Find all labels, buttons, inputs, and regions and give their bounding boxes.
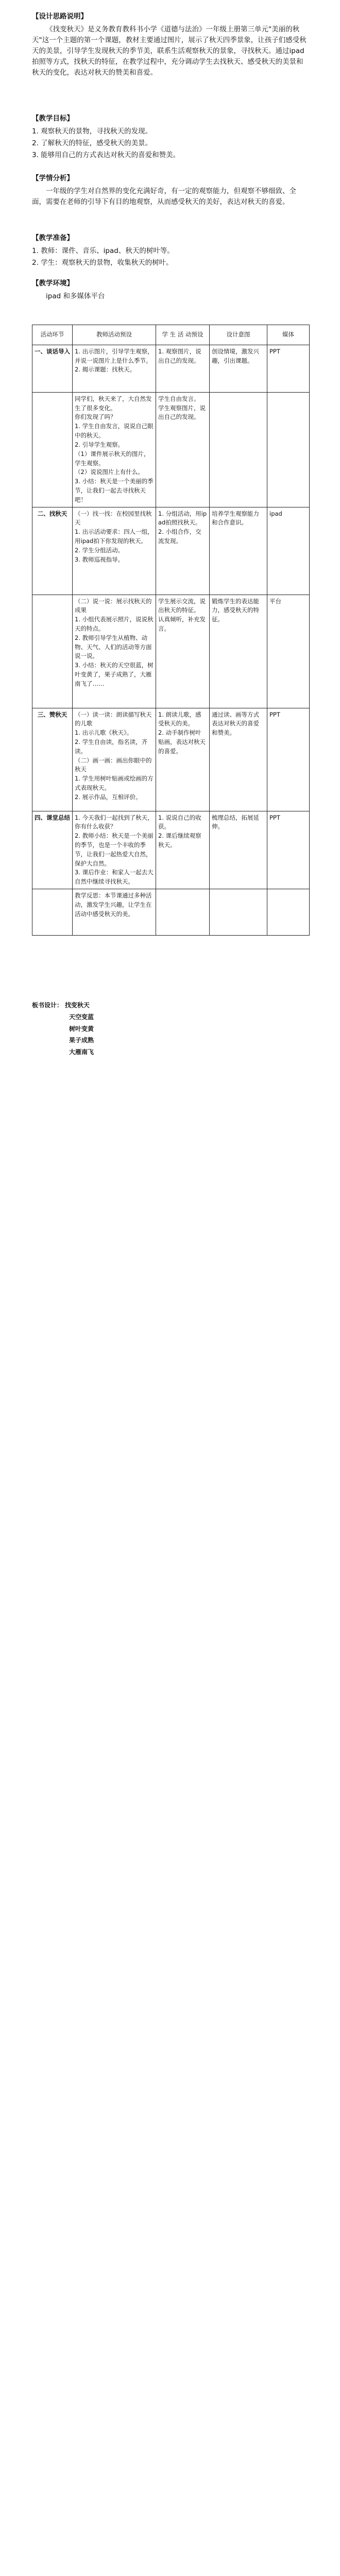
prep-section xyxy=(32,233,309,269)
student-cell xyxy=(156,507,210,595)
cell-line: 1. 出示图片，引导学生观察，并说一说图片上是什么季节。 xyxy=(75,347,154,364)
learners-paragraph: 一年级的学生对自然界的变化充满好奇，有一定的观察能力，但观察不够细致、全面，需要在老师的引导下有目的地观察，从而感受秋天的美好，表达对秋天的喜爱。 xyxy=(32,187,296,206)
board-item: 大雁南飞 xyxy=(69,1048,94,1056)
intent-cell xyxy=(210,392,267,507)
stage-cell xyxy=(32,595,73,708)
cell-line: （1）课件展示秋天的图片，学生观察。 xyxy=(75,450,150,467)
media-cell xyxy=(267,507,310,595)
cell-line: （一）找一找：在校园里找秋天 xyxy=(75,510,152,527)
board-item: 树叶变黄 xyxy=(69,1025,94,1032)
cell-line: 1. 学生用树叶贴画或绘画的方式表现秋天。 xyxy=(75,775,154,792)
teacher-cell xyxy=(73,345,156,392)
media-cell xyxy=(267,595,310,708)
cell-line: 2. 课后继续观察秋天。 xyxy=(158,832,201,849)
board-section xyxy=(32,999,309,1058)
cell-line: （一）读一读：朗读描写秋天的儿歌 xyxy=(75,710,152,727)
header-student: 学 生 活 动预设 xyxy=(156,325,210,345)
teacher-cell xyxy=(73,595,156,708)
student-cell xyxy=(156,595,210,708)
board-title: 找变秋天 xyxy=(64,1002,90,1009)
header-media: 媒体 xyxy=(267,325,310,345)
media-cell xyxy=(267,811,310,889)
cell-line: 3. 小结：秋天是一个美丽的季节，让我们一起去寻找秋天吧！ xyxy=(75,478,154,503)
cell-text: 平台 xyxy=(269,597,281,605)
cell-line: 2. 动手制作树叶贴画，表达对秋天的喜爱。 xyxy=(158,729,206,755)
table-row xyxy=(32,811,310,889)
cell-text: 培养学生观察能力和合作意识。 xyxy=(212,510,259,527)
prep-item: 1. 教师：课件、音乐、ipad、秋天的树叶等。 xyxy=(32,246,174,255)
cell-line: 1. 观察图片，说出自己的发现。 xyxy=(158,347,201,364)
cell-line: （2）说说图片上有什么。 xyxy=(75,468,144,476)
cell-line: 2. 引导学生观察。 xyxy=(75,440,124,448)
table-row xyxy=(32,507,310,595)
header-stage: 活动环节 xyxy=(32,325,73,345)
cell-line: （二）说一说：展示找秋天的成果 xyxy=(75,597,152,614)
cell-text: PPT xyxy=(269,347,280,355)
table-row xyxy=(32,392,310,507)
cell-text: PPT xyxy=(269,814,280,821)
table-row xyxy=(32,345,310,392)
cell-line: 学生展示交流，说出秋天的特征。 xyxy=(158,597,206,614)
media-cell xyxy=(267,889,310,936)
stage-cell xyxy=(32,811,73,889)
header-teacher: 教师活动预设 xyxy=(73,325,156,345)
student-cell xyxy=(156,811,210,889)
goal-item: 3. 能够用自己的方式表达对秋天的喜爱和赞美。 xyxy=(32,150,180,159)
intent-cell xyxy=(210,811,267,889)
cell-line: 3. 课后作业：和家人一起去大自然中继续寻找秋天。 xyxy=(75,869,154,886)
cell-line: 3. 小结：秋天的天空很蓝，树叶变黄了，果子成熟了，大雁南飞了…… xyxy=(75,662,154,687)
env-text: ipad 和多媒体平台 xyxy=(46,292,105,300)
table-row xyxy=(32,708,310,811)
goal-item: 2. 了解秋天的特征，感受秋天的美景。 xyxy=(32,139,152,147)
table-body xyxy=(32,345,310,935)
cell-line: 学生观察图片，说出自己的发现。 xyxy=(158,404,206,421)
stage-cell xyxy=(32,708,73,811)
intent-cell xyxy=(210,507,267,595)
cell-line: 教学反思：本节课通过多种活动，激发学生兴趣，让学生在活动中感受秋天的美。 xyxy=(75,892,152,918)
media-cell xyxy=(267,392,310,507)
cell-text: 三、赞秋天 xyxy=(37,710,67,718)
lesson-table xyxy=(32,325,310,936)
cell-text: 通过读、画等方式表达对秋天的喜爱和赞美。 xyxy=(212,710,259,737)
cell-line: 2. 学生分组活动。 xyxy=(75,546,124,554)
stage-cell xyxy=(32,392,73,507)
header-intent: 设计意图 xyxy=(210,325,267,345)
goals-heading: 【教学目标】 xyxy=(32,114,74,123)
intent-cell xyxy=(210,345,267,392)
teacher-cell xyxy=(73,889,156,936)
teacher-cell xyxy=(73,392,156,507)
cell-line: 2. 学生自由读，指名读，齐读。 xyxy=(75,738,148,755)
cell-text: 一、谈话导入 xyxy=(35,347,70,355)
design-section xyxy=(32,11,309,79)
goals-section xyxy=(32,113,309,162)
media-cell xyxy=(267,708,310,811)
media-cell xyxy=(267,345,310,392)
learners-heading: 【学情分析】 xyxy=(32,174,74,182)
cell-text: PPT xyxy=(269,710,280,718)
board-item: 果子成熟 xyxy=(69,1037,94,1044)
cell-line: 1. 说说自己的收获。 xyxy=(158,814,201,831)
teacher-cell xyxy=(73,507,156,595)
cell-line: 2. 揭示课题：找秋天。 xyxy=(75,366,136,374)
cell-text: 二、找秋天 xyxy=(37,510,67,517)
table-row xyxy=(32,889,310,936)
student-cell xyxy=(156,345,210,392)
cell-line: 1. 朗读儿歌，感受秋天的美。 xyxy=(158,710,201,727)
prep-heading: 【教学准备】 xyxy=(32,234,74,242)
stage-cell xyxy=(32,345,73,392)
prep-item: 2. 学生：观察秋天的景物，收集秋天的树叶。 xyxy=(32,258,173,267)
design-heading: 【设计思路说明】 xyxy=(32,12,88,21)
board-label: 板书设计： xyxy=(32,1002,63,1009)
cell-line: 1. 出示儿歌《秋天》。 xyxy=(75,729,133,737)
cell-line: 1. 分组活动，用ipad拍照找秋天。 xyxy=(158,510,207,527)
cell-line: （二）画一画：画出你眼中的秋天 xyxy=(75,756,152,773)
learners-section xyxy=(32,173,309,209)
env-heading: 【教学环境】 xyxy=(32,279,74,287)
cell-line: 1. 小组代表展示照片，说说秋天的特点。 xyxy=(75,616,154,632)
student-cell xyxy=(156,392,210,507)
intent-cell xyxy=(210,889,267,936)
stage-cell xyxy=(32,507,73,595)
board-item: 天空变蓝 xyxy=(69,1013,94,1021)
cell-line: 1. 今天我们一起找到了秋天，你有什么收获？ xyxy=(75,814,154,831)
design-paragraph: 《找变秋天》是义务教育教科书小学《道德与法治》一年级上册第三单元"美丽的秋天"这一个主题的第一个课题，教材主要通过图片，展示了秋天四季景象，让孩子们感受秋天的美景，引导学生发现秋天的季节美，联系生活观察秋天的景象，寻找秋天。通过ipad拍照等方式，找秋天的特征，在教学过程中，充分调动学生去找秋天、感受秋天的美景和秋天的变化，表达对秋天的赞美和喜爱。 xyxy=(32,25,307,77)
table-header-row xyxy=(32,325,310,345)
cell-line: 2. 教师引导学生从植物、动物、天气、人们的活动等方面说一说。 xyxy=(75,634,152,660)
cell-text: ipad xyxy=(269,510,282,517)
student-cell xyxy=(156,708,210,811)
teacher-cell xyxy=(73,811,156,889)
cell-line: 认真倾听，补充发言。 xyxy=(158,616,206,632)
env-section xyxy=(32,278,309,303)
cell-line: 3. 教师巡视指导。 xyxy=(75,555,124,563)
table-row xyxy=(32,595,310,708)
cell-line: 2. 小组合作，交流发现。 xyxy=(158,528,201,545)
cell-text: 梳理总结，拓展延伸。 xyxy=(212,814,259,831)
cell-line: 1. 学生自由发言，说说自己眼中的秋天。 xyxy=(75,422,154,439)
cell-text: 锻炼学生的表达能力，感受秋天的特征。 xyxy=(212,597,259,623)
cell-text: 四、课堂总结 xyxy=(35,814,70,821)
cell-line: 学生自由发言。 xyxy=(158,395,200,402)
teacher-cell xyxy=(73,708,156,811)
cell-line: 同学们，秋天来了，大自然发生了很多变化。 xyxy=(75,395,152,412)
cell-line: 1. 出示活动要求：四人一组，用ipad拍下你发现的秋天。 xyxy=(75,528,154,545)
cell-text: 创设情境，激发兴趣，引出课题。 xyxy=(212,347,259,364)
cell-line: 你们发现了吗？ xyxy=(75,413,116,421)
cell-line: 2. 教师小结：秋天是一个美丽的季节，也是一个丰收的季节，让我们一起热爱大自然，保护大自然。 xyxy=(75,832,154,867)
stage-cell xyxy=(32,889,73,936)
student-cell xyxy=(156,889,210,936)
intent-cell xyxy=(210,595,267,708)
goal-item: 1. 观察秋天的景物，寻找秋天的发现。 xyxy=(32,127,152,135)
intent-cell xyxy=(210,708,267,811)
cell-line: 2. 展示作品，互相评价。 xyxy=(75,793,142,801)
